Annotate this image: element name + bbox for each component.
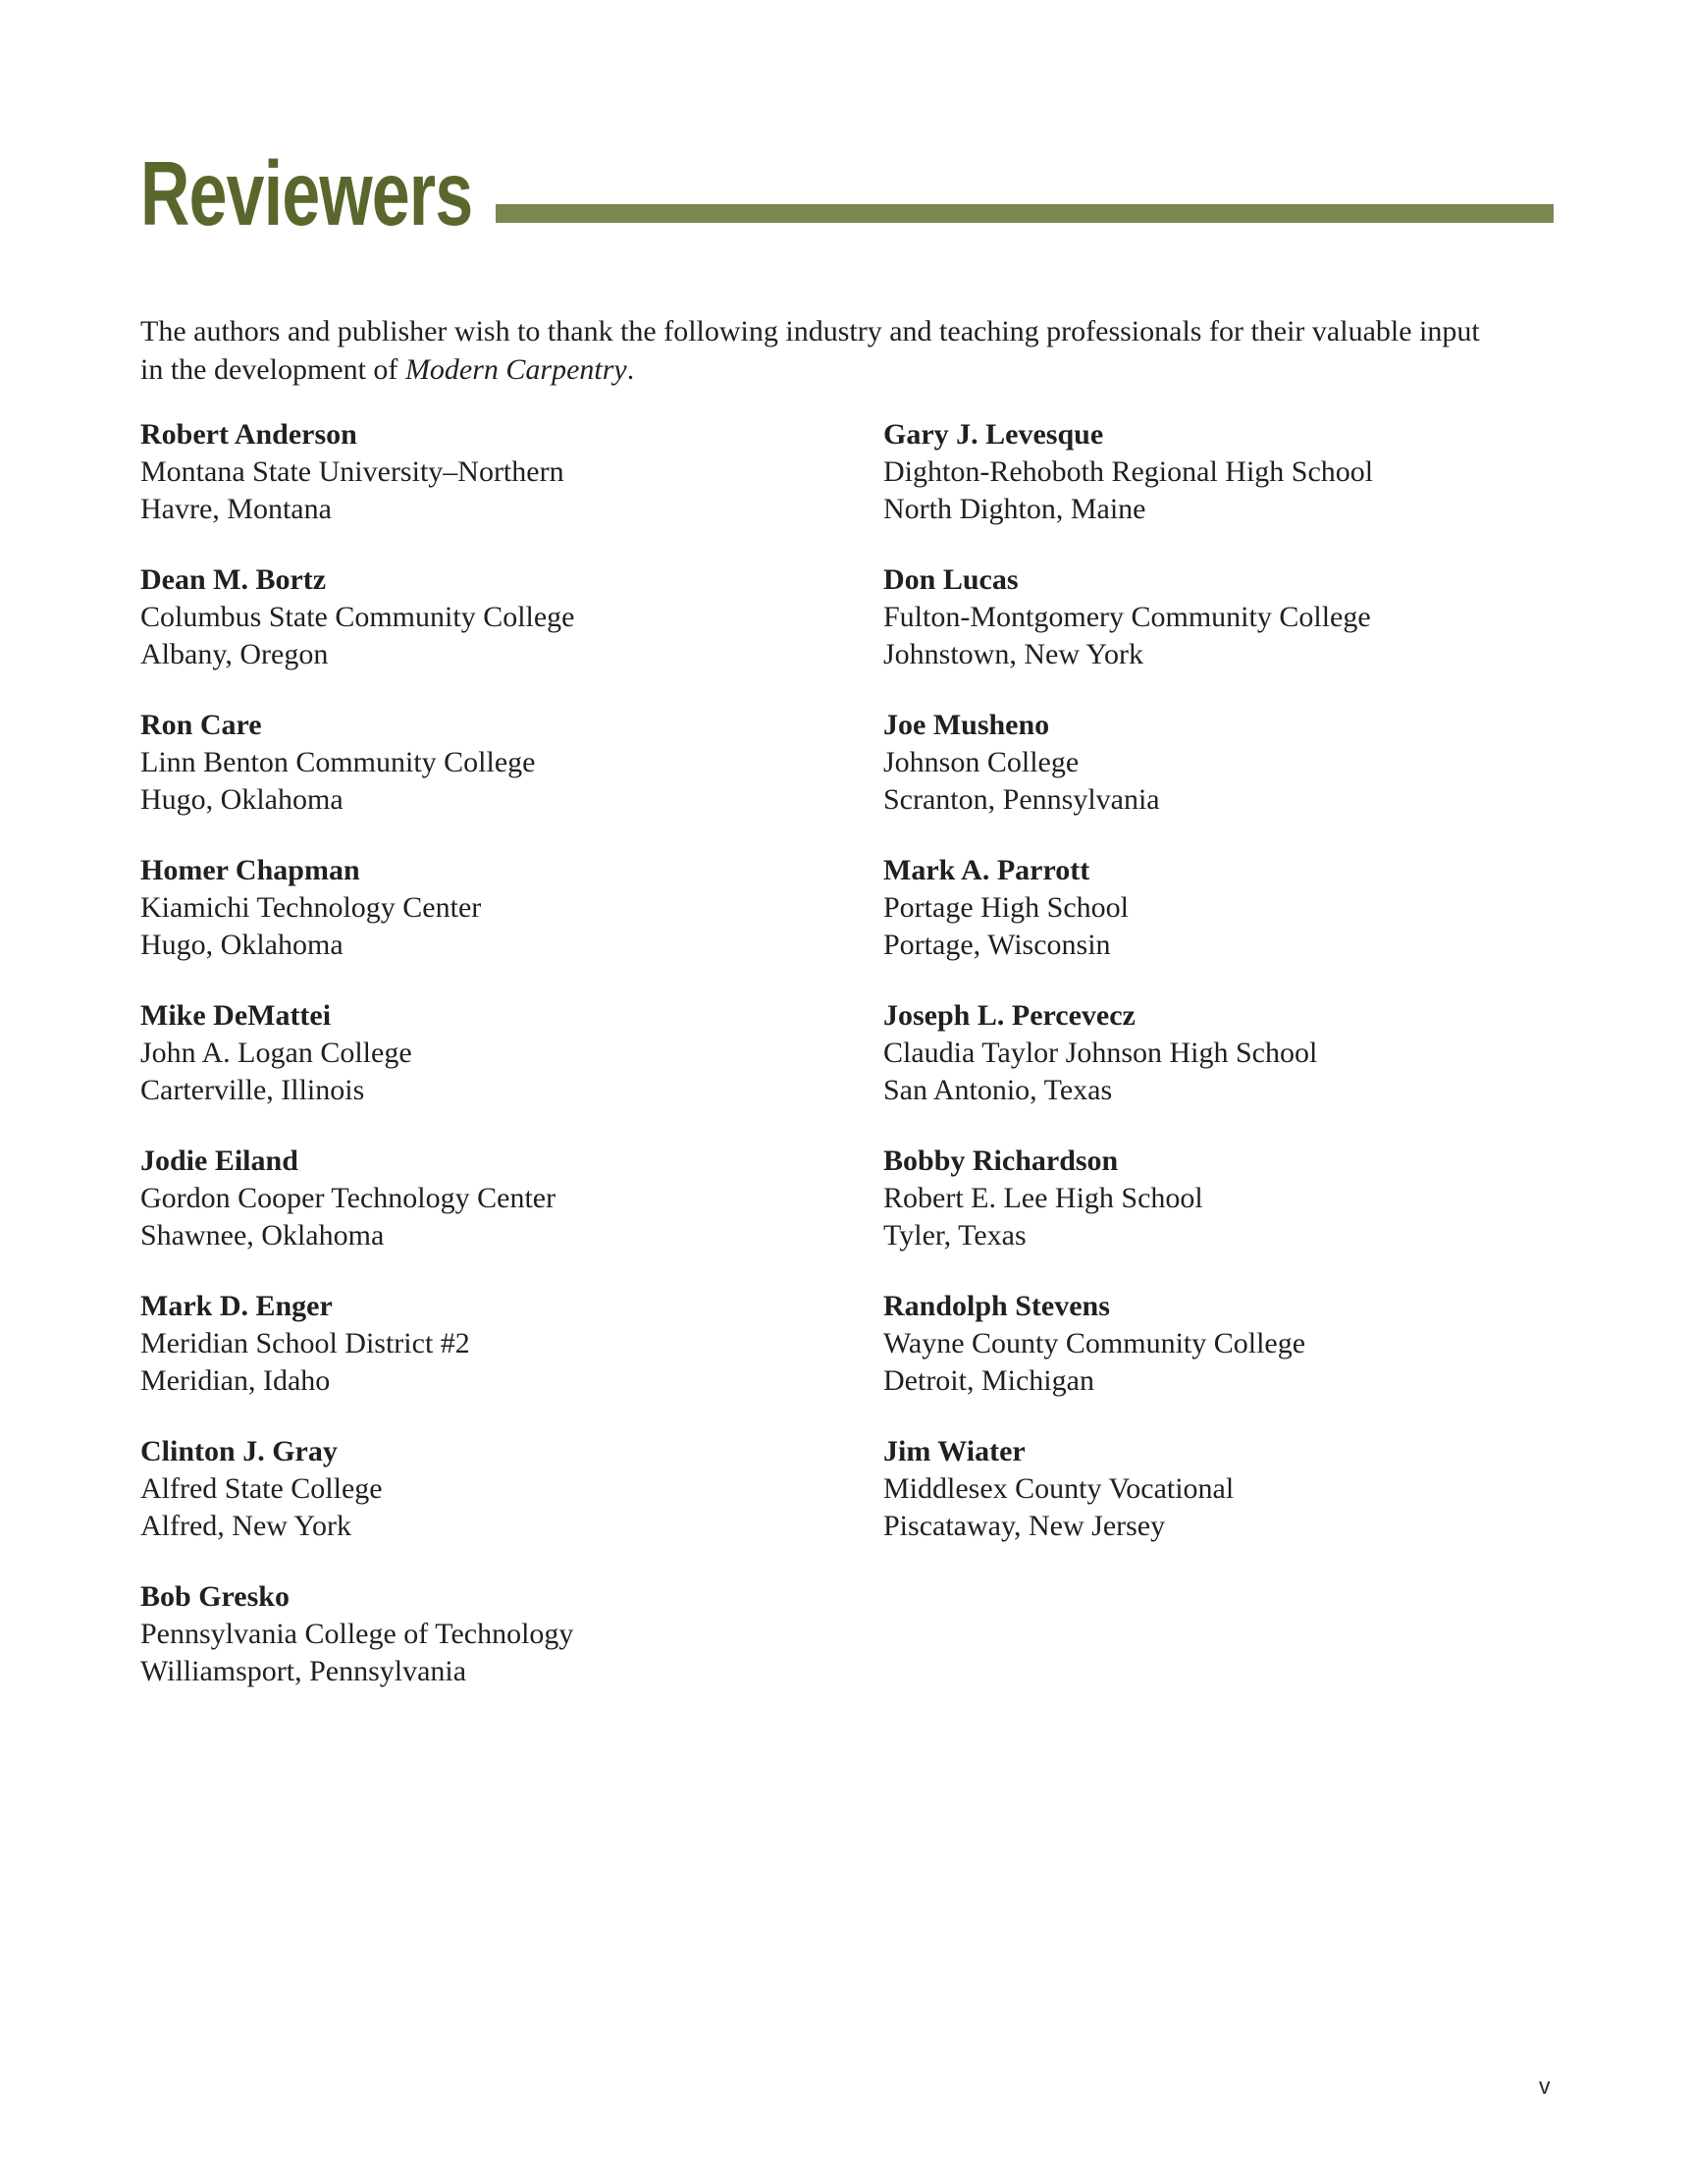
- reviewer-entry: [140, 1288, 883, 1400]
- reviewer-name: Ron Care: [140, 709, 262, 741]
- reviewer-entry: [140, 416, 883, 528]
- reviewer-institution: Columbus State Community College: [140, 601, 575, 633]
- reviewer-name: Jim Wiater: [883, 1435, 1026, 1467]
- reviewer-institution: Pennsylvania College of Technology: [140, 1618, 574, 1650]
- reviewer-location: Meridian, Idaho: [140, 1364, 331, 1397]
- title-row: [140, 142, 1554, 245]
- intro-line1: The authors and publisher wish to thank the following industry and teaching professionals for their valuable input: [140, 315, 1480, 347]
- reviewer-institution: Johnson College: [883, 746, 1080, 778]
- reviewer-entry: [883, 852, 1511, 964]
- reviewer-entry: [883, 997, 1511, 1109]
- page-number: v: [1539, 2073, 1551, 2099]
- reviewer-institution: John A. Logan College: [140, 1037, 412, 1069]
- reviewer-entry: [883, 561, 1511, 673]
- reviewer-location: Williamsport, Pennsylvania: [140, 1655, 467, 1687]
- reviewer-institution: Gordon Cooper Technology Center: [140, 1182, 556, 1214]
- reviewer-entry: [883, 1288, 1511, 1400]
- reviewer-location: San Antonio, Texas: [883, 1074, 1113, 1106]
- reviewer-location: Hugo, Oklahoma: [140, 783, 344, 816]
- reviewer-institution: Robert E. Lee High School: [883, 1182, 1203, 1214]
- reviewer-location: Johnstown, New York: [883, 638, 1144, 670]
- reviewer-name: Mark D. Enger: [140, 1290, 333, 1322]
- reviewer-location: Portage, Wisconsin: [883, 929, 1111, 961]
- reviewer-column-left: [140, 416, 883, 1724]
- reviewer-institution: Wayne County Community College: [883, 1327, 1306, 1359]
- reviewer-location: North Dighton, Maine: [883, 493, 1146, 525]
- reviewer-name: Joe Musheno: [883, 709, 1050, 741]
- reviewer-location: Havre, Montana: [140, 493, 332, 525]
- reviewer-entry: [883, 707, 1511, 819]
- page-title: Reviewers: [140, 142, 473, 244]
- reviewer-name: Clinton J. Gray: [140, 1435, 338, 1467]
- reviewer-institution: Montana State University–Northern: [140, 455, 564, 488]
- reviewer-entry: [140, 1578, 883, 1690]
- reviewer-name: Joseph L. Percevecz: [883, 999, 1136, 1032]
- reviewer-institution: Alfred State College: [140, 1472, 383, 1505]
- reviewer-location: Piscataway, New Jersey: [883, 1510, 1166, 1542]
- reviewer-location: Hugo, Oklahoma: [140, 929, 344, 961]
- reviewer-name: Mark A. Parrott: [883, 854, 1090, 886]
- intro-book-title: Modern Carpentry: [404, 353, 627, 386]
- reviewer-entry: [140, 1143, 883, 1254]
- reviewer-entry: [883, 1433, 1511, 1545]
- reviewer-location: Detroit, Michigan: [883, 1364, 1094, 1397]
- reviewer-institution: Kiamichi Technology Center: [140, 891, 482, 924]
- reviewer-name: Mike DeMattei: [140, 999, 332, 1032]
- reviewer-institution: Middlesex County Vocational: [883, 1472, 1235, 1505]
- reviewer-institution: Linn Benton Community College: [140, 746, 536, 778]
- reviewer-columns: [140, 416, 1573, 1724]
- reviewer-name: Randolph Stevens: [883, 1290, 1110, 1322]
- reviewer-entry: [140, 707, 883, 819]
- reviewer-entry: [883, 1143, 1511, 1254]
- reviewer-institution: Fulton-Montgomery Community College: [883, 601, 1371, 633]
- reviewer-entry: [883, 416, 1511, 528]
- reviewer-name: Don Lucas: [883, 563, 1019, 596]
- reviewer-institution: Portage High School: [883, 891, 1129, 924]
- intro-line2-suffix: .: [626, 353, 635, 386]
- reviewer-location: Shawnee, Oklahoma: [140, 1219, 385, 1252]
- reviewer-entry: [140, 997, 883, 1109]
- reviewer-name: Gary J. Levesque: [883, 418, 1104, 451]
- reviewer-location: Carterville, Illinois: [140, 1074, 365, 1106]
- reviewer-entry: [140, 852, 883, 964]
- reviewer-institution: Dighton-Rehoboth Regional High School: [883, 455, 1374, 488]
- reviewer-name: Dean M. Bortz: [140, 563, 327, 596]
- reviewer-location: Scranton, Pennsylvania: [883, 783, 1160, 816]
- title-divider-bar: [496, 204, 1554, 223]
- intro-line2-prefix: in the development of: [140, 353, 405, 386]
- reviewer-name: Bobby Richardson: [883, 1145, 1119, 1177]
- reviewer-name: Bob Gresko: [140, 1580, 290, 1613]
- reviewer-column-right: [883, 416, 1511, 1724]
- reviewer-entry: [140, 561, 883, 673]
- reviewer-location: Albany, Oregon: [140, 638, 329, 670]
- reviewer-name: Robert Anderson: [140, 418, 357, 451]
- reviewer-entry: [140, 1433, 883, 1545]
- reviewer-name: Jodie Eiland: [140, 1145, 298, 1177]
- reviewer-location: Tyler, Texas: [883, 1219, 1027, 1252]
- reviewer-institution: Claudia Taylor Johnson High School: [883, 1037, 1318, 1069]
- reviewer-location: Alfred, New York: [140, 1510, 351, 1542]
- reviewer-institution: Meridian School District #2: [140, 1327, 470, 1359]
- intro-paragraph: [140, 312, 1554, 389]
- reviewer-name: Homer Chapman: [140, 854, 360, 886]
